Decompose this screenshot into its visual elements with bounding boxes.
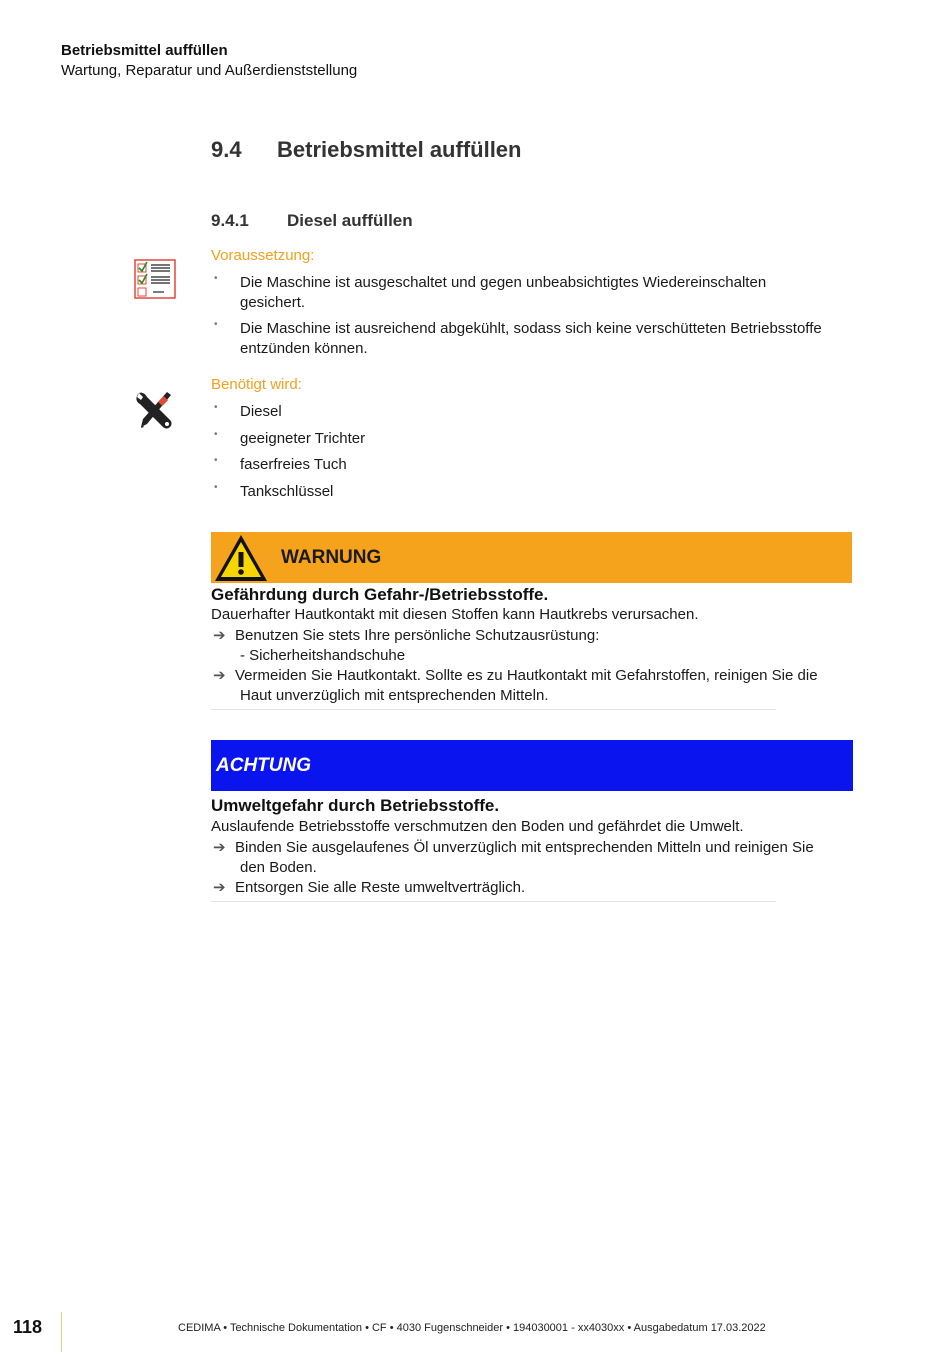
list-item: • Die Maschine ist ausgeschaltet und gegen unbeabsichtigtes Wiedereinschalten gesichert. — [214, 273, 822, 313]
required-label: Benötigt wird: — [211, 376, 302, 393]
bullet-icon: • — [214, 481, 218, 493]
warning-description: Dauerhafter Hautkontakt mit diesen Stoffen kann Hautkrebs verursachen. — [211, 606, 699, 623]
notice-step: ➔ Entsorgen Sie alle Reste umweltverträglich. — [213, 879, 526, 896]
footer-divider — [61, 1312, 62, 1352]
warning-step: ➔ Benutzen Sie stets Ihre persönliche Schutzausrüstung: - Sicherheitshandschuhe — [213, 627, 600, 664]
running-header-title: Betriebsmittel auffüllen — [61, 42, 228, 59]
list-item: • Diesel — [214, 402, 365, 422]
prerequisites-list — [214, 273, 822, 359]
tools-icon — [133, 389, 177, 438]
bullet-icon: • — [214, 428, 218, 440]
arrow-icon: ➔ — [213, 627, 226, 644]
section-title: Betriebsmittel auffüllen — [277, 137, 522, 162]
bullet-icon: • — [214, 402, 218, 413]
notice-step: ➔ Binden Sie ausgelaufenes Öl unverzüglich mit entsprechenden Mitteln und reinigen Sie den Boden. — [213, 839, 814, 876]
warning-triangle-icon — [213, 533, 269, 588]
running-header-subtitle: Wartung, Reparatur und Außerdienststellung — [61, 62, 358, 79]
bullet-icon: • — [214, 273, 218, 284]
required-list — [214, 402, 365, 502]
notice-signal-word: ACHTUNG — [216, 755, 311, 776]
warning-title: Gefährdung durch Gefahr-/Betriebsstoffe. — [211, 585, 549, 604]
footer-text: CEDIMA • Technische Dokumentation • CF • 4030 Fugenschneider • 194030001 - xx4030xx • Ausgabedatum 17.03.2022 — [178, 1322, 766, 1334]
warning-step: ➔ Vermeiden Sie Hautkontakt. Sollte es zu Hautkontakt mit Gefahrstoffen, reinigen Sie die Haut unverzüglich mit entsprechenden Mitteln. — [213, 667, 818, 704]
subsection-title: Diesel auffüllen — [287, 211, 413, 230]
bullet-icon: • — [214, 319, 218, 330]
subsection-heading — [211, 211, 413, 231]
list-item: • geeigneter Trichter — [214, 429, 365, 449]
arrow-icon: ➔ — [213, 879, 226, 896]
list-item: • Die Maschine ist ausreichend abgekühlt, sodass sich keine verschütteten Betriebsstoffe entzünden können. — [214, 319, 822, 359]
section-heading — [211, 137, 521, 163]
divider — [211, 901, 776, 902]
arrow-icon: ➔ — [213, 667, 226, 684]
warning-signal-word: WARNUNG — [281, 547, 382, 568]
list-item: • faserfreies Tuch — [214, 455, 365, 475]
subsection-number: 9.4.1 — [211, 211, 249, 230]
page-number: 118 — [13, 1317, 43, 1337]
checklist-icon — [134, 259, 176, 304]
bullet-icon: • — [214, 455, 218, 466]
list-item: • Tankschlüssel — [214, 482, 365, 502]
section-number: 9.4 — [211, 137, 242, 162]
divider — [211, 709, 776, 710]
arrow-icon: ➔ — [213, 839, 226, 856]
notice-title: Umweltgefahr durch Betriebsstoffe. — [211, 796, 500, 815]
notice-description: Auslaufende Betriebsstoffe verschmutzen den Boden und gefährdet die Umwelt. — [211, 818, 744, 835]
prerequisites-label: Voraussetzung: — [211, 247, 315, 264]
